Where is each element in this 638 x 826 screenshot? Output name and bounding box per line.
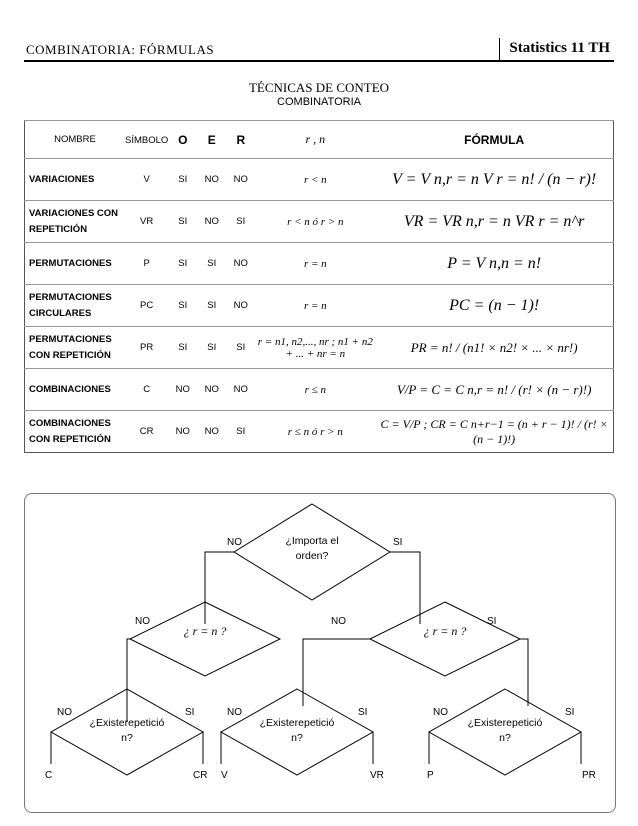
row-symbol: PC — [125, 285, 168, 327]
row-formula: PR = n! / (n1! × n2! × ... × nr!) — [375, 327, 613, 369]
decision-left-mid-text: ¿ r = n ? — [183, 624, 227, 638]
row-r: NO — [226, 369, 255, 411]
decision-top-text: ¿Importa el orden? — [285, 535, 339, 562]
row-name: PERMUTACIONES CON REPETICIÓN — [25, 327, 126, 369]
header-course: Statistics 11 TH — [509, 40, 610, 56]
row-r: SI — [226, 201, 255, 243]
col-header-symbol: SÍMBOLO — [125, 121, 168, 159]
label-left-no: NO — [135, 616, 150, 627]
row-o: SI — [168, 285, 197, 327]
line-right-no — [303, 639, 370, 706]
row-o: NO — [168, 369, 197, 411]
line-left-no — [127, 639, 130, 722]
label-top-si: SI — [393, 537, 403, 548]
row-name: PERMUTACIONES CIRCULARES — [25, 285, 126, 327]
label-top-no: NO — [227, 537, 242, 548]
leaf-pr: PR — [582, 770, 596, 781]
row-name: VARIACIONES — [25, 159, 126, 201]
header-title: COMBINATORIA: FÓRMULAS — [26, 42, 215, 57]
page-header — [24, 38, 614, 62]
row-o: SI — [168, 159, 197, 201]
row-o: SI — [168, 327, 197, 369]
row-condition: r = n — [255, 285, 375, 327]
decision-bottom-3-text: ¿Existerepetició n? — [467, 717, 543, 744]
label-b2-si: SI — [358, 707, 368, 718]
row-e: NO — [197, 369, 226, 411]
row-symbol: VR — [125, 201, 168, 243]
col-header-e: E — [197, 121, 226, 159]
label-right-si: SI — [487, 616, 497, 627]
row-o: SI — [168, 243, 197, 285]
formula-table — [24, 120, 614, 453]
row-formula: V/P = C = C n,r = n! / (r! × (n − r)!) — [375, 369, 613, 411]
row-r: NO — [226, 243, 255, 285]
decision-bottom-1-text: ¿Existerepetició n? — [89, 717, 165, 744]
row-formula: V = V n,r = n V r = n! / (n − r)! — [375, 159, 613, 201]
decision-flowchart — [24, 493, 616, 813]
table-row — [25, 159, 614, 201]
col-header-name: NOMBRE — [25, 121, 126, 159]
label-b3-no: NO — [433, 707, 448, 718]
table-row — [25, 243, 614, 285]
row-symbol: P — [125, 243, 168, 285]
row-e: SI — [197, 285, 226, 327]
row-r: SI — [226, 411, 255, 453]
leaf-vr: VR — [370, 770, 384, 781]
leaf-p: P — [427, 770, 434, 781]
doc-title: TÉCNICAS DE CONTEO — [248, 80, 390, 95]
row-condition: r ≤ n ó r > n — [255, 411, 375, 453]
row-name: COMBINACIONES — [25, 369, 126, 411]
row-symbol: PR — [125, 327, 168, 369]
table-row — [25, 285, 614, 327]
row-r: NO — [226, 159, 255, 201]
row-condition: r < n — [255, 159, 375, 201]
line-top-no — [205, 552, 234, 624]
row-condition: r = n — [255, 243, 375, 285]
line-right-si — [520, 639, 528, 706]
line-top-si — [390, 552, 420, 624]
row-formula: C = V/P ; CR = C n+r−1 = (n + r − 1)! / (r! × (n − 1)!) — [375, 411, 613, 453]
table-row — [25, 411, 614, 453]
row-condition: r ≤ n — [255, 369, 375, 411]
row-e: SI — [197, 327, 226, 369]
row-r: NO — [226, 285, 255, 327]
row-e: NO — [197, 159, 226, 201]
doc-subtitle: COMBINATORIA — [277, 96, 361, 108]
row-o: SI — [168, 201, 197, 243]
diamond-right-mid — [370, 602, 520, 676]
row-name: COMBINACIONES CON REPETICIÓN — [25, 411, 126, 453]
label-b1-si: SI — [185, 707, 195, 718]
row-o: NO — [168, 411, 197, 453]
row-formula: P = V n,n = n! — [375, 243, 613, 285]
col-header-o: O — [168, 121, 197, 159]
header-divider — [499, 38, 500, 60]
table-row — [25, 369, 614, 411]
row-symbol: V — [125, 159, 168, 201]
label-b3-si: SI — [565, 707, 575, 718]
table-row — [25, 201, 614, 243]
table-row — [25, 327, 614, 369]
row-name: VARIACIONES CON REPETICIÓN — [25, 201, 126, 243]
row-r: SI — [226, 327, 255, 369]
col-header-r: R — [226, 121, 255, 159]
leaf-c: C — [45, 770, 53, 781]
label-b2-no: NO — [227, 707, 242, 718]
leaf-cr: CR — [193, 770, 208, 781]
row-e: NO — [197, 411, 226, 453]
row-formula: PC = (n − 1)! — [375, 285, 613, 327]
row-condition: r < n ó r > n — [255, 201, 375, 243]
row-condition: r = n1, n2,..., nr ; n1 + n2 + ... + nr = n — [255, 327, 375, 369]
row-e: SI — [197, 243, 226, 285]
decision-right-mid-text: ¿ r = n ? — [423, 624, 467, 638]
row-formula: VR = VR n,r = n VR r = n^r — [375, 201, 613, 243]
col-header-formula: FÓRMULA — [375, 121, 613, 159]
row-name: PERMUTACIONES — [25, 243, 126, 285]
label-right-no: NO — [331, 616, 346, 627]
leaf-v: V — [221, 770, 228, 781]
row-symbol: CR — [125, 411, 168, 453]
decision-bottom-2-text: ¿Existerepetició n? — [259, 717, 335, 744]
row-e: NO — [197, 201, 226, 243]
table-header-row — [25, 121, 614, 159]
col-header-rn: r , n — [255, 121, 375, 159]
label-b1-no: NO — [57, 707, 72, 718]
row-symbol: C — [125, 369, 168, 411]
